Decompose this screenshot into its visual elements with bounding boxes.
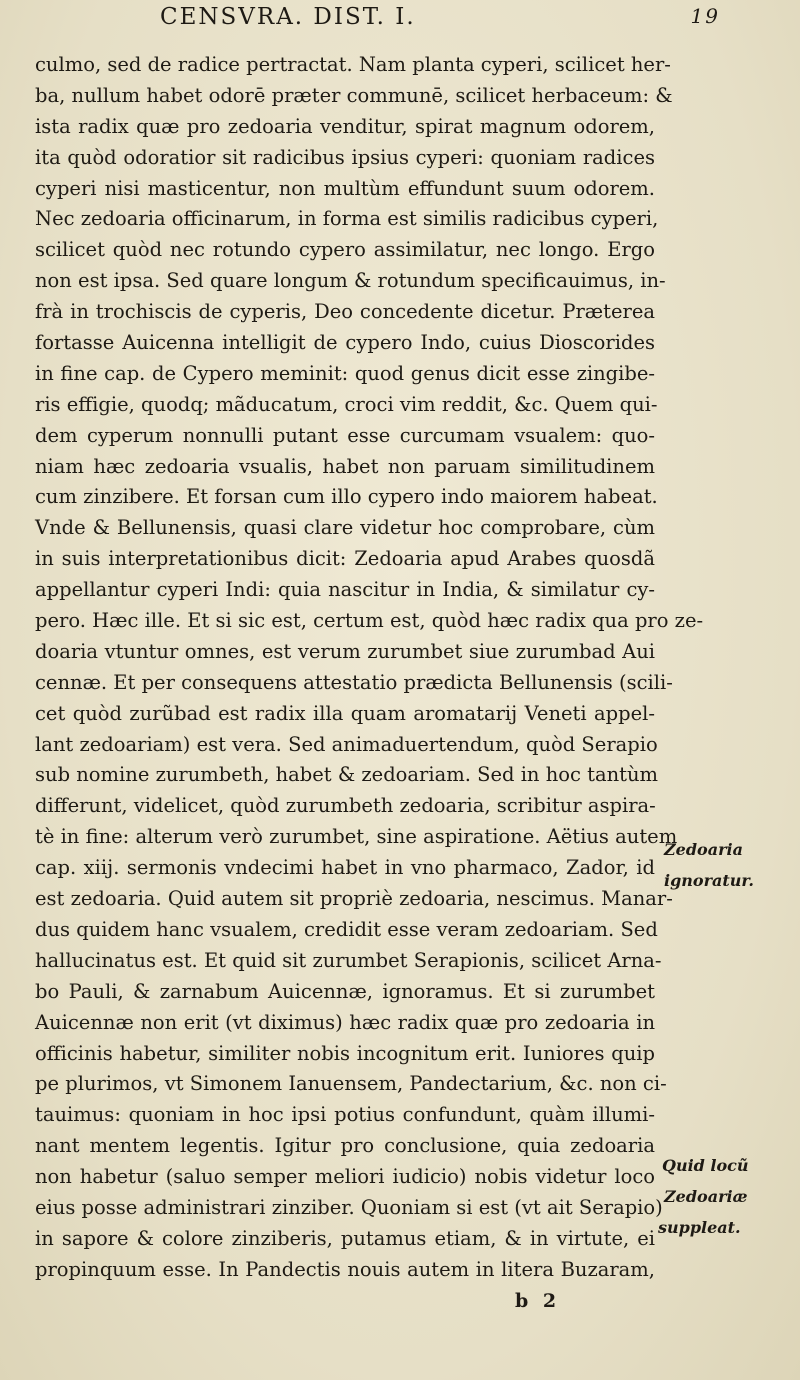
text-line: ris effigie, quodq; mãducatum, croci vim reddit, &c. Quem qui- [35,392,658,416]
text-line: niam hæc zedoaria vsualis, habet non paruam similitudinem [35,454,655,478]
text-line: non habetur (saluo semper meliori iudicio) nobis videtur loco [35,1165,655,1189]
text-line: officinis habetur, similiter nobis incognitum erit. Iuniores quip [35,1041,655,1065]
margin-note: ignoratur. [664,871,754,890]
text-line: scilicet quòd nec rotundo cypero assimilatur, nec longo. Ergo [35,238,655,262]
text-line: propinquum esse. In Pandectis nouis autem in litera Buzaram, [35,1257,655,1281]
text-line: cet quòd zurũbad est radix illa quam aromatarij Veneti appel- [35,701,655,725]
text-line: hallucinatus est. Et quid sit zurumbet Serapionis, scilicet Arna- [35,948,662,972]
text-line: tauimus: quoniam in hoc ipsi potius confundunt, quàm illumi- [35,1103,655,1127]
text-line: cennæ. Et per consequens attestatio prædicta Bellunensis (scili- [35,670,673,694]
text-line: ita quòd odoratior sit radicibus ipsius cyperi: quoniam radices [35,145,655,169]
running-header [160,4,720,40]
signature-mark: b 2 [515,1290,561,1312]
text-line: bo Pauli, & zarnabum Auicennæ, ignoramus. Et si zurumbet [35,979,655,1003]
margin-note: Zedoaria [664,840,743,859]
text-line: dem cyperum nonnulli putant esse curcumam vsualem: quo- [35,423,655,447]
margin-note: Quid locũ [662,1156,749,1175]
text-line: cyperi nisi masticentur, non multùm effundunt suum odorem. [35,176,655,200]
text-line: tè in fine: alterum verò zurumbet, sine aspiratione. Aëtius autem [35,825,678,849]
text-line: culmo, sed de radice pertractat. Nam planta cyperi, scilicet her- [35,53,671,76]
text-line: in fine cap. de Cypero meminit: quod genus dicit esse zingibe- [35,361,655,385]
page-number: 19 [690,4,720,28]
running-title: CENSVRA. DIST. I. [160,4,416,30]
margin-note: Zedoariæ [664,1187,748,1206]
margin-note: suppleat. [658,1218,741,1237]
text-line: ista radix quæ pro zedoaria venditur, spirat magnum odorem, [35,114,655,138]
text-line: dus quidem hanc vsualem, credidit esse veram zedoariam. Sed [35,917,658,941]
text-line: non est ipsa. Sed quare longum & rotundum specificauimus, in- [35,269,666,293]
text-line: est zedoaria. Quid autem sit propriè zedoaria, nescimus. Manar- [35,887,673,911]
text-line: cum zinzibere. Et forsan cum illo cypero indo maiorem habeat. [35,485,658,509]
text-line: Nec zedoaria officinarum, in forma est similis radicibus cyperi, [35,207,659,231]
text-line: sub nomine zurumbeth, habet & zedoariam. Sed in hoc tantùm [35,763,659,787]
text-line: cap. xiij. sermonis vndecimi habet in vno pharmaco, Zador, id [35,856,655,880]
text-line: lant zedoariam) est vera. Sed animaduertendum, quòd Serapio [35,732,658,756]
text-line: Auicennæ non erit (vt diximus) hæc radix quæ pro zedoaria in [35,1010,655,1034]
text-line: differunt, videlicet, quòd zurumbeth zedoaria, scribitur aspira- [35,794,656,818]
text-line: fortasse Auicenna intelligit de cypero Indo, cuius Dioscorides [35,331,655,355]
text-line: nant mentem legentis. Igitur pro conclusione, quia zedoaria [35,1134,655,1158]
text-line: appellantur cyperi Indi: quia nascitur in India, & similatur cy- [35,578,655,602]
text-line: in sapore & colore zinziberis, putamus etiam, & in virtute, ei [35,1226,655,1250]
text-line: eius posse administrari zinziber. Quoniam si est (vt ait Serapio) [35,1195,663,1219]
text-line: in suis interpretationibus dicit: Zedoaria apud Arabes quosdã [35,547,655,571]
text-line: pero. Hæc ille. Et si sic est, certum est, quòd hæc radix qua pro ze- [35,609,704,633]
text-line: pe plurimos, vt Simonem Ianuensem, Pandectarium, &c. non ci- [35,1072,667,1096]
text-line: ba, nullum habet odorē præter communē, scilicet herbaceum: & [35,83,673,107]
text-line: frà in trochiscis de cyperis, Deo concedente dicetur. Præterea [35,300,655,324]
text-line: Vnde & Bellunensis, quasi clare videtur hoc comprobare, cùm [35,516,655,540]
text-line: doaria vtuntur omnes, est verum zurumbet siue zurumbad Aui [35,639,655,663]
